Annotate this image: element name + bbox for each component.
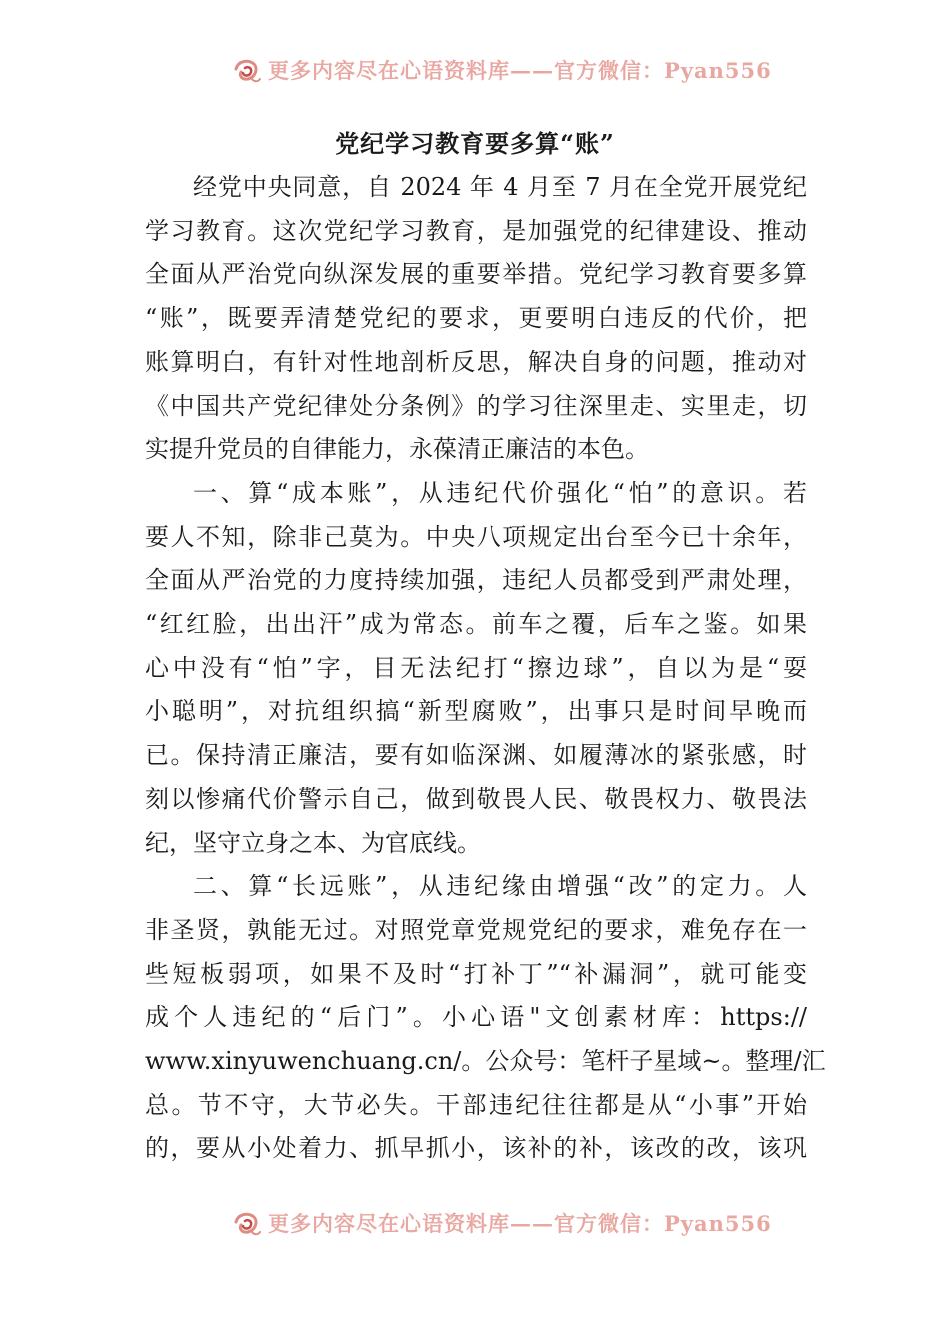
text-line: 的，要从小处着力、抓早抓小，该补的补，该改的改，该巩	[145, 1134, 807, 1163]
text-line: 已。保持清正廉洁，要有如临深渊、如履薄冰的紧张感，时	[145, 741, 807, 770]
logo-icon	[232, 1208, 262, 1238]
text-line: 心中没有“怕”字，目无法纪打“擦边球”，自以为是“耍	[145, 653, 807, 682]
text-line: 非圣贤，孰能无过。对照党章党规党纪的要求，难免存在一	[145, 915, 807, 944]
text-line: 账算明白，有针对性地剖析反思，解决自身的问题，推动对	[145, 347, 807, 376]
text-line: “账”，既要弄清楚党纪的要求，更要明白违反的代价，把	[145, 304, 807, 333]
text-line: 一、算“成本账”，从违纪代价强化“怕”的意识。若	[193, 478, 807, 507]
text-line: 些短板弱项，如果不及时“打补丁”“补漏洞”，就可能变	[145, 959, 807, 988]
text-line: 《中国共产党纪律处分条例》的学习往深里走、实里走，切	[145, 391, 807, 420]
text-line: 总。节不守，大节必失。干部违纪往往都是从“小事”开始	[145, 1090, 807, 1119]
watermark-footer	[232, 1207, 772, 1239]
document-title: 党纪学习教育要多算“账”	[335, 129, 615, 158]
watermark-text: 更多内容尽在心语资料库——官方微信：Pyan556	[268, 58, 772, 83]
text-line: 经党中央同意，自 2024 年 4 月至 7 月在全党开展党纪	[193, 173, 807, 201]
text-line: “红红脸，出出汗”成为常态。前车之覆，后车之鉴。如果	[145, 610, 807, 639]
watermark-header	[232, 54, 772, 86]
text-line: 小聪明”，对抗组织搞“新型腐败”，出事只是时间早晚而	[145, 697, 807, 726]
watermark-text: 更多内容尽在心语资料库——官方微信：Pyan556	[268, 1211, 772, 1236]
text-line: 纪，坚守立身之本、为官底线。	[145, 828, 481, 857]
document-body	[145, 166, 826, 1171]
text-line: 刻以惨痛代价警示自己，做到敬畏人民、敬畏权力、敬畏法	[145, 784, 807, 813]
text-line: 成个人违纪的“后门”。小心语"文创素材库：https://	[145, 1003, 807, 1032]
text-line: 二、算“长远账”，从违纪缘由增强“改”的定力。人	[193, 872, 807, 901]
text-line: 要人不知，除非己莫为。中央八项规定出台至今已十余年，	[145, 522, 807, 551]
text-line: 实提升党员的自律能力，永葆清正廉洁的本色。	[145, 435, 649, 464]
text-line: 学习教育。这次党纪学习教育，是加强党的纪律建设、推动	[145, 216, 807, 245]
logo-icon	[232, 55, 262, 85]
text-line: 全面从严治党向纵深发展的重要举措。党纪学习教育要多算	[145, 260, 807, 289]
text-line: www.xinyuwenchuang.cn/。公众号：笔杆子星域~。整理/汇	[145, 1047, 826, 1076]
text-line: 全面从严治党的力度持续加强，违纪人员都受到严肃处理，	[145, 566, 807, 595]
